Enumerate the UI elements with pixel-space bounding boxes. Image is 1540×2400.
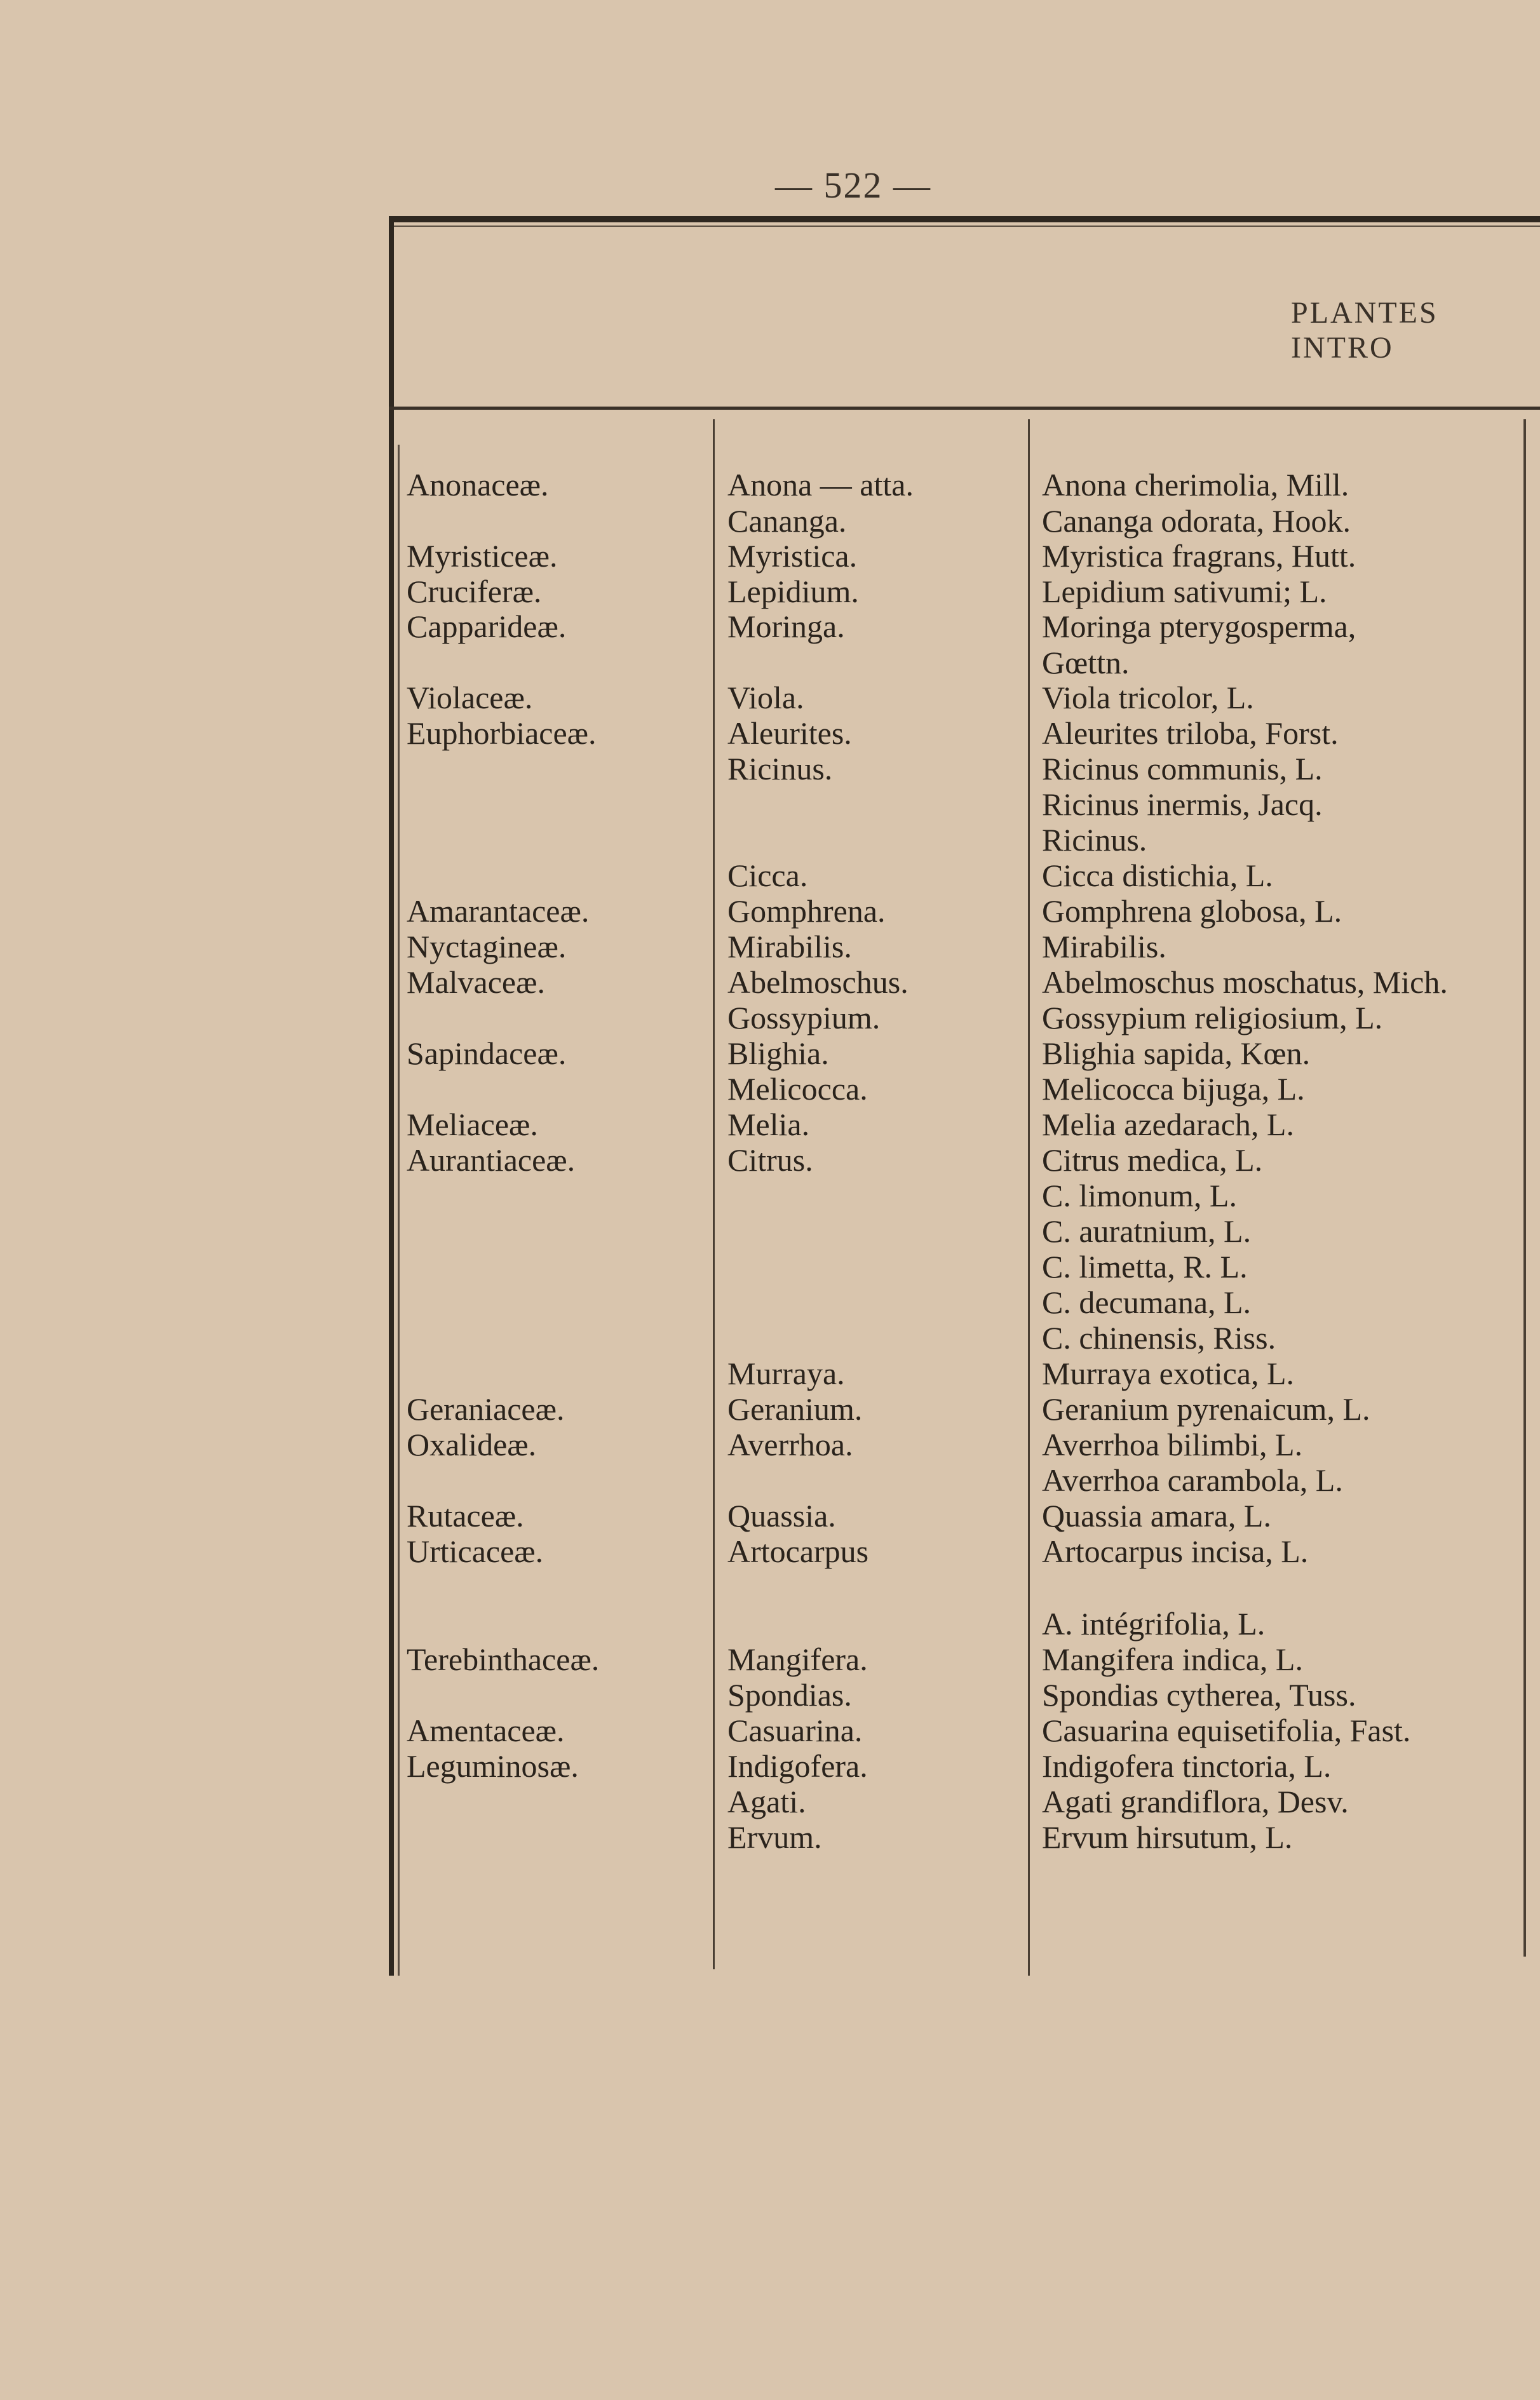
- family-cell: Euphorbiaceæ.: [407, 715, 597, 751]
- genus-cell: Murraya.: [727, 1356, 845, 1391]
- genus-cell: Blighia.: [727, 1035, 829, 1071]
- species-cell: Myristica fragrans, Hutt.: [1042, 538, 1356, 574]
- family-cell: Capparideæ.: [407, 609, 567, 644]
- genus-cell: Melia.: [727, 1107, 810, 1142]
- family-cell: Rutaceæ.: [407, 1498, 524, 1534]
- species-cell: Gomphrena globosa, L.: [1042, 893, 1342, 929]
- genus-cell: Mangifera.: [727, 1642, 868, 1677]
- species-cell: Aleurites triloba, Forst.: [1042, 715, 1339, 751]
- family-cell: Terebinthaceæ.: [407, 1642, 600, 1677]
- genus-cell: Melicocca.: [727, 1071, 868, 1107]
- species-cell: Cicca distichia, L.: [1042, 858, 1273, 893]
- genus-cell: Quassia.: [727, 1498, 836, 1534]
- species-cell: Ricinus inermis, Jacq.: [1042, 786, 1323, 822]
- species-cell: Abelmoschus moschatus, Mich.: [1042, 964, 1448, 1000]
- family-cell: Amarantaceæ.: [407, 893, 590, 929]
- genus-cell: Viola.: [727, 680, 804, 715]
- genus-cell: Moringa.: [727, 609, 845, 644]
- genus-cell: Geranium.: [727, 1391, 863, 1427]
- family-cell: Malvaceæ.: [407, 964, 545, 1000]
- species-cell: A. intégrifolia, L.: [1042, 1606, 1266, 1642]
- species-cell: Ricinus communis, L.: [1042, 751, 1323, 786]
- species-cell: Moringa pterygosperma,: [1042, 609, 1356, 644]
- genus-cell: Casuarina.: [727, 1713, 863, 1748]
- species-cell: Citrus medica, L.: [1042, 1142, 1263, 1178]
- section-header: PLANTES INTRO: [1291, 296, 1438, 365]
- species-cell: Averrhoa carambola, L.: [1042, 1462, 1343, 1498]
- top-rule: [389, 216, 1540, 222]
- family-cell: Meliaceæ.: [407, 1107, 538, 1142]
- species-cell: Viola tricolor, L.: [1042, 680, 1254, 715]
- page-number: — 522 —: [775, 165, 931, 206]
- family-cell: Myristiceæ.: [407, 538, 558, 574]
- left-border-inner: [398, 445, 400, 1976]
- species-cell: Cananga odorata, Hook.: [1042, 503, 1351, 539]
- genus-cell: Cicca.: [727, 858, 808, 893]
- genus-cell: Lepidium.: [727, 574, 859, 609]
- species-cell: Melicocca bijuga, L.: [1042, 1071, 1305, 1107]
- genus-cell: Averrhoa.: [727, 1427, 853, 1462]
- species-cell: Gossypium religiosium, L.: [1042, 1000, 1383, 1035]
- species-cell: C. decumana, L.: [1042, 1284, 1252, 1320]
- family-cell: Oxalideæ.: [407, 1427, 537, 1462]
- family-cell: Cruciferæ.: [407, 574, 542, 609]
- species-cell: Indigofera tinctoria, L.: [1042, 1748, 1332, 1784]
- species-cell: Mangifera indica, L.: [1042, 1642, 1303, 1677]
- genus-cell: Citrus.: [727, 1142, 813, 1178]
- species-cell: Spondias cytherea, Tuss.: [1042, 1677, 1356, 1713]
- family-cell: Aurantiaceæ.: [407, 1142, 576, 1178]
- genus-cell: Aleurites.: [727, 715, 852, 751]
- genus-cell: Ervum.: [727, 1819, 822, 1855]
- family-cell: Leguminosæ.: [407, 1748, 579, 1784]
- genus-cell: Gossypium.: [727, 1000, 881, 1035]
- genus-cell: Agati.: [727, 1784, 806, 1819]
- genus-cell: Anona — atta.: [727, 467, 914, 502]
- species-cell: Mirabilis.: [1042, 929, 1166, 964]
- family-cell: Urticaceæ.: [407, 1534, 544, 1569]
- family-cell: Sapindaceæ.: [407, 1035, 567, 1071]
- species-cell: Murraya exotica, L.: [1042, 1356, 1295, 1391]
- genus-cell: Myristica.: [727, 538, 858, 574]
- family-cell: Nyctagineæ.: [407, 929, 567, 964]
- genus-cell: Ricinus.: [727, 751, 833, 786]
- top-rule-thin: [389, 226, 1540, 227]
- left-border: [389, 216, 394, 1976]
- species-cell: Lepidium sativumi; L.: [1042, 574, 1327, 609]
- family-cell: Violaceæ.: [407, 680, 533, 715]
- species-cell: Geranium pyrenaicum, L.: [1042, 1391, 1370, 1427]
- species-cell: Ricinus.: [1042, 822, 1147, 858]
- species-cell: C. limetta, R. L.: [1042, 1249, 1248, 1284]
- species-cell: Blighia sapida, Kœn.: [1042, 1035, 1311, 1071]
- genus-cell: Gomphrena.: [727, 893, 886, 929]
- family-cell: Amentaceæ.: [407, 1713, 565, 1748]
- species-cell: Melia azedarach, L.: [1042, 1107, 1294, 1142]
- genus-cell: Artocarpus: [727, 1534, 869, 1569]
- genus-cell: Mirabilis.: [727, 929, 852, 964]
- species-cell: Casuarina equisetifolia, Fast.: [1042, 1713, 1411, 1748]
- species-cell: C. auratnium, L.: [1042, 1213, 1252, 1249]
- species-cell: Anona cherimolia, Mill.: [1042, 467, 1349, 502]
- header-rule: [389, 407, 1540, 410]
- species-cell: Artocarpus incisa, L.: [1042, 1534, 1309, 1569]
- family-cell: Anonaceæ.: [407, 467, 549, 502]
- column-divider-2: [1028, 419, 1030, 1976]
- column-divider-1: [713, 419, 715, 1969]
- species-cell: Ervum hirsutum, L.: [1042, 1819, 1293, 1855]
- genus-cell: Indigofera.: [727, 1748, 868, 1784]
- genus-cell: Cananga.: [727, 503, 847, 539]
- genus-cell: Abelmoschus.: [727, 964, 908, 1000]
- right-border: [1523, 419, 1526, 1957]
- family-cell: Geraniaceæ.: [407, 1391, 565, 1427]
- species-cell: Quassia amara, L.: [1042, 1498, 1271, 1534]
- genus-cell: Spondias.: [727, 1677, 852, 1713]
- species-cell: Averrhoa bilimbi, L.: [1042, 1427, 1303, 1462]
- species-cell: Agati grandiflora, Desv.: [1042, 1784, 1349, 1819]
- species-cell: C. chinensis, Riss.: [1042, 1320, 1276, 1356]
- species-cell: Gœttn.: [1042, 645, 1130, 680]
- species-cell: C. limonum, L.: [1042, 1178, 1237, 1213]
